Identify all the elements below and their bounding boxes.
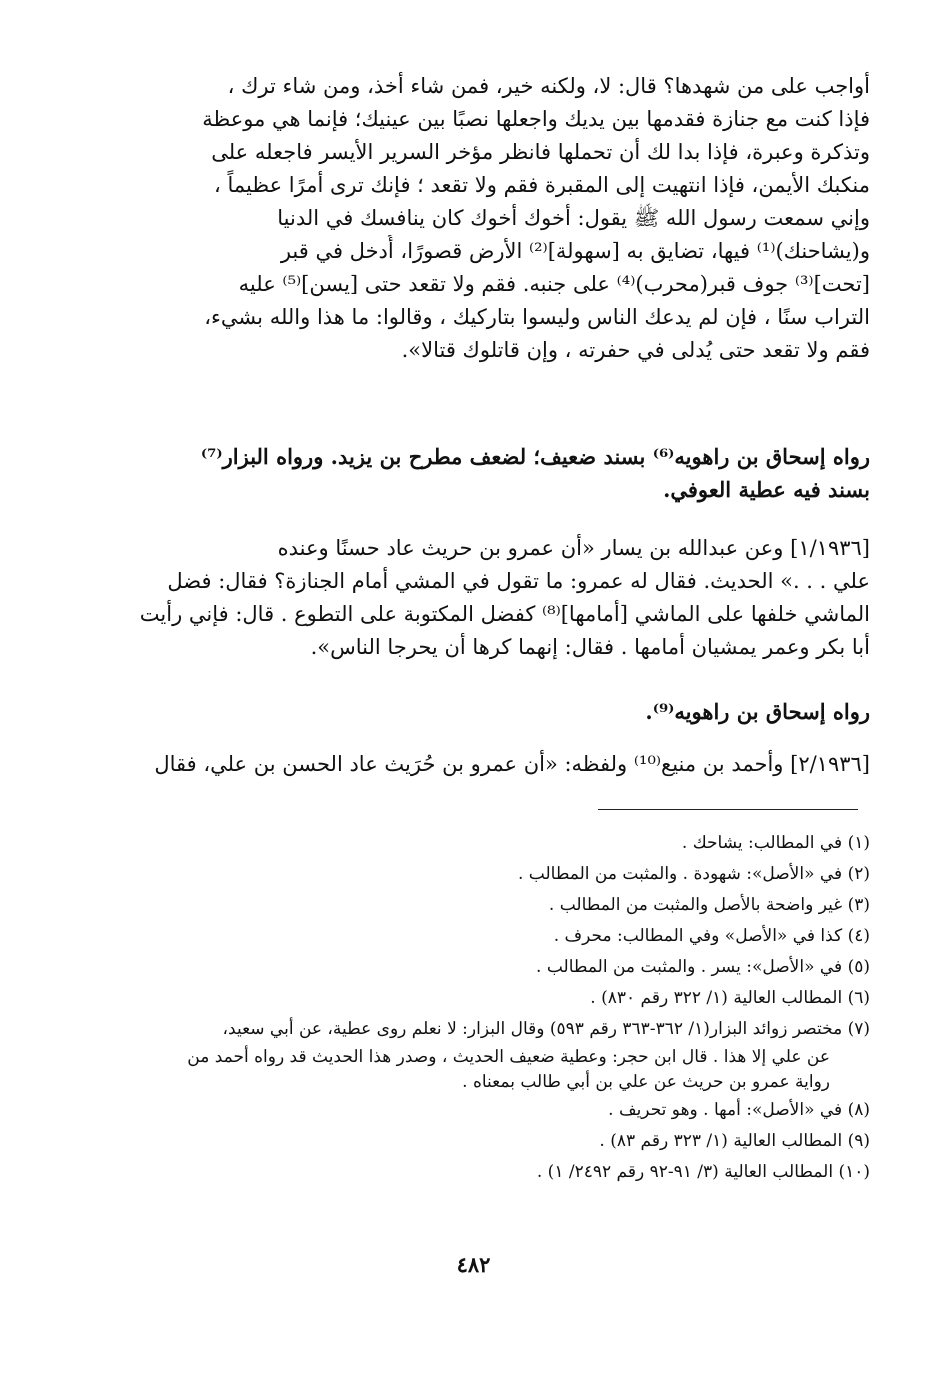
paragraph-hadith-text	[90, 70, 870, 367]
footnote: (٤) كذا في «الأصل» وفي المطالب: محرف .	[553, 926, 870, 946]
page-number: ٤٨٢	[456, 1252, 491, 1277]
footnote: (٢) في «الأصل»: شهودة . والمثبت من المطالب .	[517, 864, 870, 884]
footnote: (٩) المطالب العالية (١/ ٣٢٣ رقم ٨٣) .	[599, 1131, 870, 1151]
text-line: بسند فيه عطية العوفي.	[663, 477, 870, 502]
paragraph-narration-2	[90, 695, 870, 728]
paragraph-hadith-1936-2	[90, 748, 870, 781]
paragraph-hadith-1936-1	[90, 532, 870, 664]
text-line: و(يشاحنك)⁽¹⁾ فيها، تضايق به [سهولة]⁽²⁾ الأرض قصورًا، أُدخل في قبر	[280, 239, 870, 263]
text-line: أواجب على من شهدها؟ قال: لا، ولكنه خير، فمن شاء أخذ، ومن شاء ترك ،	[227, 74, 870, 98]
text-line: فقم ولا تقعد حتى يُدلى في حفرته ، وإن قاتلوك قتالا».	[401, 338, 870, 362]
footnotes	[90, 828, 870, 1188]
text-line: [٢/١٩٣٦] وأحمد بن منيع⁽¹⁰⁾ ولفظه: «أن عمرو بن حُرَيث عاد الحسن بن علي، فقال	[154, 752, 870, 776]
footnote: (١) في المطالب: يشاحك .	[681, 833, 870, 853]
text-line: [١/١٩٣٦] وعن عبدالله بن يسار «أن عمرو بن حريث عاد حسنًا وعنده	[277, 536, 870, 560]
footnote: (٣) غير واضحة بالأصل والمثبت من المطالب .	[548, 895, 870, 915]
footnote: (٧) مختصر زوائد البزار(١/ ٣٦٢-٣٦٣ رقم ٥٩٣) وقال البزار: لا نعلم روى عطية، عن أبي سعيد،	[222, 1019, 870, 1039]
footnote-continuation: رواية عمرو بن حريث عن علي بن أبي طالب بمعناه .	[462, 1072, 830, 1092]
paragraph-narration	[90, 440, 870, 506]
text-line: [تحت]⁽³⁾ جوف قبر(محرب)⁽⁴⁾ على جنبه. فقم ولا تقعد حتى [يسن]⁽⁵⁾ عليه	[238, 272, 870, 296]
text-line: التراب سنًا ، فإن لم يدعك الناس وليسوا بتاركيك ، وقالوا: ما هذا والله بشيء،	[204, 305, 870, 329]
footnote: (١٠) المطالب العالية (٣/ ٩١-٩٢ رقم ٢٤٩٢/ ١) .	[536, 1162, 870, 1182]
text-line: فإذا كنت مع جنازة فقدمها بين يديك واجعلها نصبًا بين عينيك؛ فإنما هي موعظة	[202, 107, 870, 131]
footnote-separator	[598, 809, 858, 810]
footnote: (٦) المطالب العالية (١/ ٣٢٢ رقم ٨٣٠) .	[590, 988, 870, 1008]
text-line: وتذكرة وعبرة، فإذا بدا لك أن تحملها فانظر مؤخر السرير الأيسر فاجعله على	[211, 140, 870, 164]
footnote-continuation: عن علي إلا هذا . قال ابن حجر: وعطية ضعيف الحديث ، وصدر هذا الحديث قد رواه أحمد من	[187, 1047, 830, 1067]
text-line: وإني سمعت رسول الله ﷺ يقول: أخوك أخوك كان ينافسك في الدنيا	[277, 206, 870, 230]
text-line: علي . . .» الحديث. فقال له عمرو: ما تقول في المشي أمام الجنازة؟ فقال: فضل	[167, 569, 870, 593]
text-line: رواه إسحاق بن راهويه⁽⁶⁾ بسند ضعيف؛ لضعف مطرح بن يزيد. ورواه البزار⁽⁷⁾	[200, 444, 870, 469]
text-line: منكبك الأيمن، فإذا انتهيت إلى المقبرة فقم ولا تقعد ؛ فإنك ترى أمرًا عظيماً ،	[214, 173, 870, 197]
footnote: (٥) في «الأصل»: يسر . والمثبت من المطالب .	[536, 957, 870, 977]
footnote: (٨) في «الأصل»: أمها . وهو تحريف .	[608, 1100, 870, 1120]
text-line: رواه إسحاق بن راهويه⁽⁹⁾.	[645, 699, 870, 724]
text-line: أبا بكر وعمر يمشيان أمامها . فقال: إنهما كرها أن يحرجا الناس».	[310, 635, 870, 659]
text-line: الماشي خلفها على الماشي [أمامها]⁽⁸⁾ كفضل المكتوبة على التطوع . قال: فإني رأيت	[139, 602, 870, 626]
